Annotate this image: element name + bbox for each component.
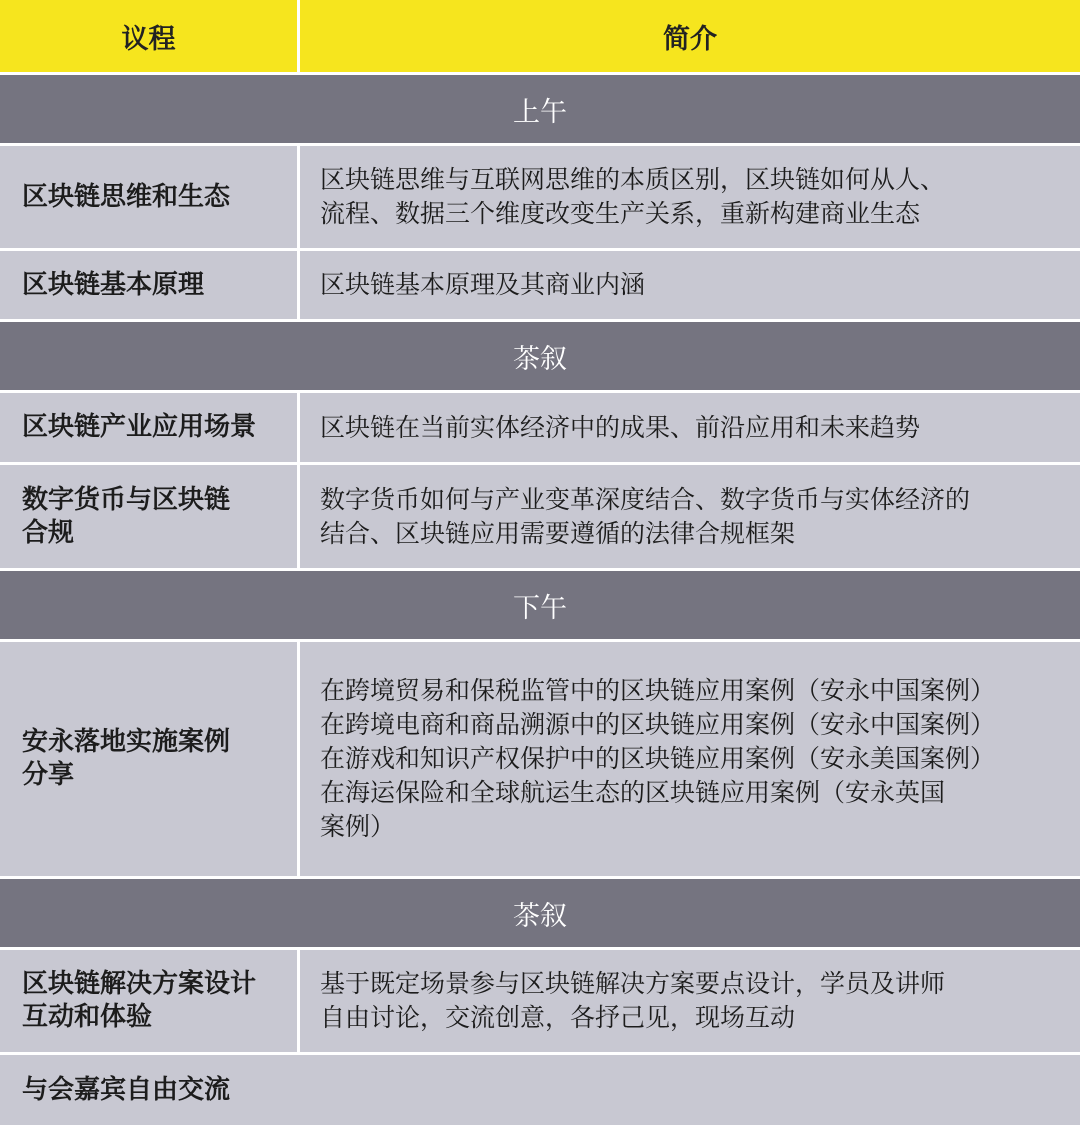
description-line: 自由讨论，交流创意，各抒己见，现场互动 [320,1003,796,1032]
table-row [0,642,1080,876]
description-line: 区块链基本原理及其商业内涵 [320,270,646,299]
section-morning [0,75,1080,143]
table-row [0,251,1080,319]
table-row [0,146,1080,248]
topic-cell: 区块链思维和生态 [0,146,297,248]
header-agenda: 议程 [0,0,297,72]
table-row [0,950,1080,1052]
description-line: 区块链在当前实体经济中的成果、前沿应用和未来趋势 [320,412,921,442]
topic-line: 数字货币与区块链 [22,484,231,515]
section-label: 茶叙 [0,879,1080,947]
topic-cell [0,642,297,876]
section-tea-break [0,322,1080,390]
section-label: 下午 [0,571,1080,639]
description-line: 区块链思维与互联网思维的本质区别，区块链如何从人、 [320,165,946,194]
description-cell [300,950,1080,1052]
topic-line: 互动和体验 [22,1002,153,1032]
header-summary: 简介 [300,0,1080,72]
description-line: 结合、区块链应用需要遵循的法律合规框架 [320,518,796,548]
topic-cell: 区块链产业应用场景 [0,393,297,462]
topic-cell [0,465,297,568]
section-label: 上午 [0,75,1080,143]
description-line: 在跨境电商和商品溯源中的区块链应用案例（安永中国案例） [320,710,996,739]
description-cell [300,251,1080,319]
topic-line: 合规 [22,517,75,548]
section-label: 茶叙 [0,322,1080,390]
topic-cell: 与会嘉宾自由交流 [0,1055,1080,1125]
section-afternoon [0,571,1080,639]
description-line: 在海运保险和全球航运生态的区块链应用案例（安永英国 [320,778,946,807]
table-row [0,465,1080,568]
section-tea-break [0,879,1080,947]
description-line: 流程、数据三个维度改变生产关系，重新构建商业生态 [320,199,921,228]
description-line: 案例） [320,812,396,841]
description-line: 数字货币如何与产业变革深度结合、数字货币与实体经济的 [320,484,971,514]
topic-line: 分享 [22,760,75,790]
topic-line: 区块链解决方案设计 [22,969,257,999]
description-line: 在跨境贸易和保税监管中的区块链应用案例（安永中国案例） [320,676,996,705]
topic-line: 安永落地实施案例 [22,727,231,757]
description-cell [300,465,1080,568]
description-line: 在游戏和知识产权保护中的区块链应用案例（安永美国案例） [320,744,996,773]
topic-cell: 区块链基本原理 [0,251,297,319]
description-cell [300,146,1080,248]
description-line: 基于既定场景参与区块链解决方案要点设计，学员及讲师 [320,969,946,998]
table-row [0,393,1080,462]
topic-cell [0,950,297,1052]
description-cell [300,642,1080,876]
table-row [0,1055,1080,1125]
table-header [0,0,1080,72]
description-cell [300,393,1080,462]
